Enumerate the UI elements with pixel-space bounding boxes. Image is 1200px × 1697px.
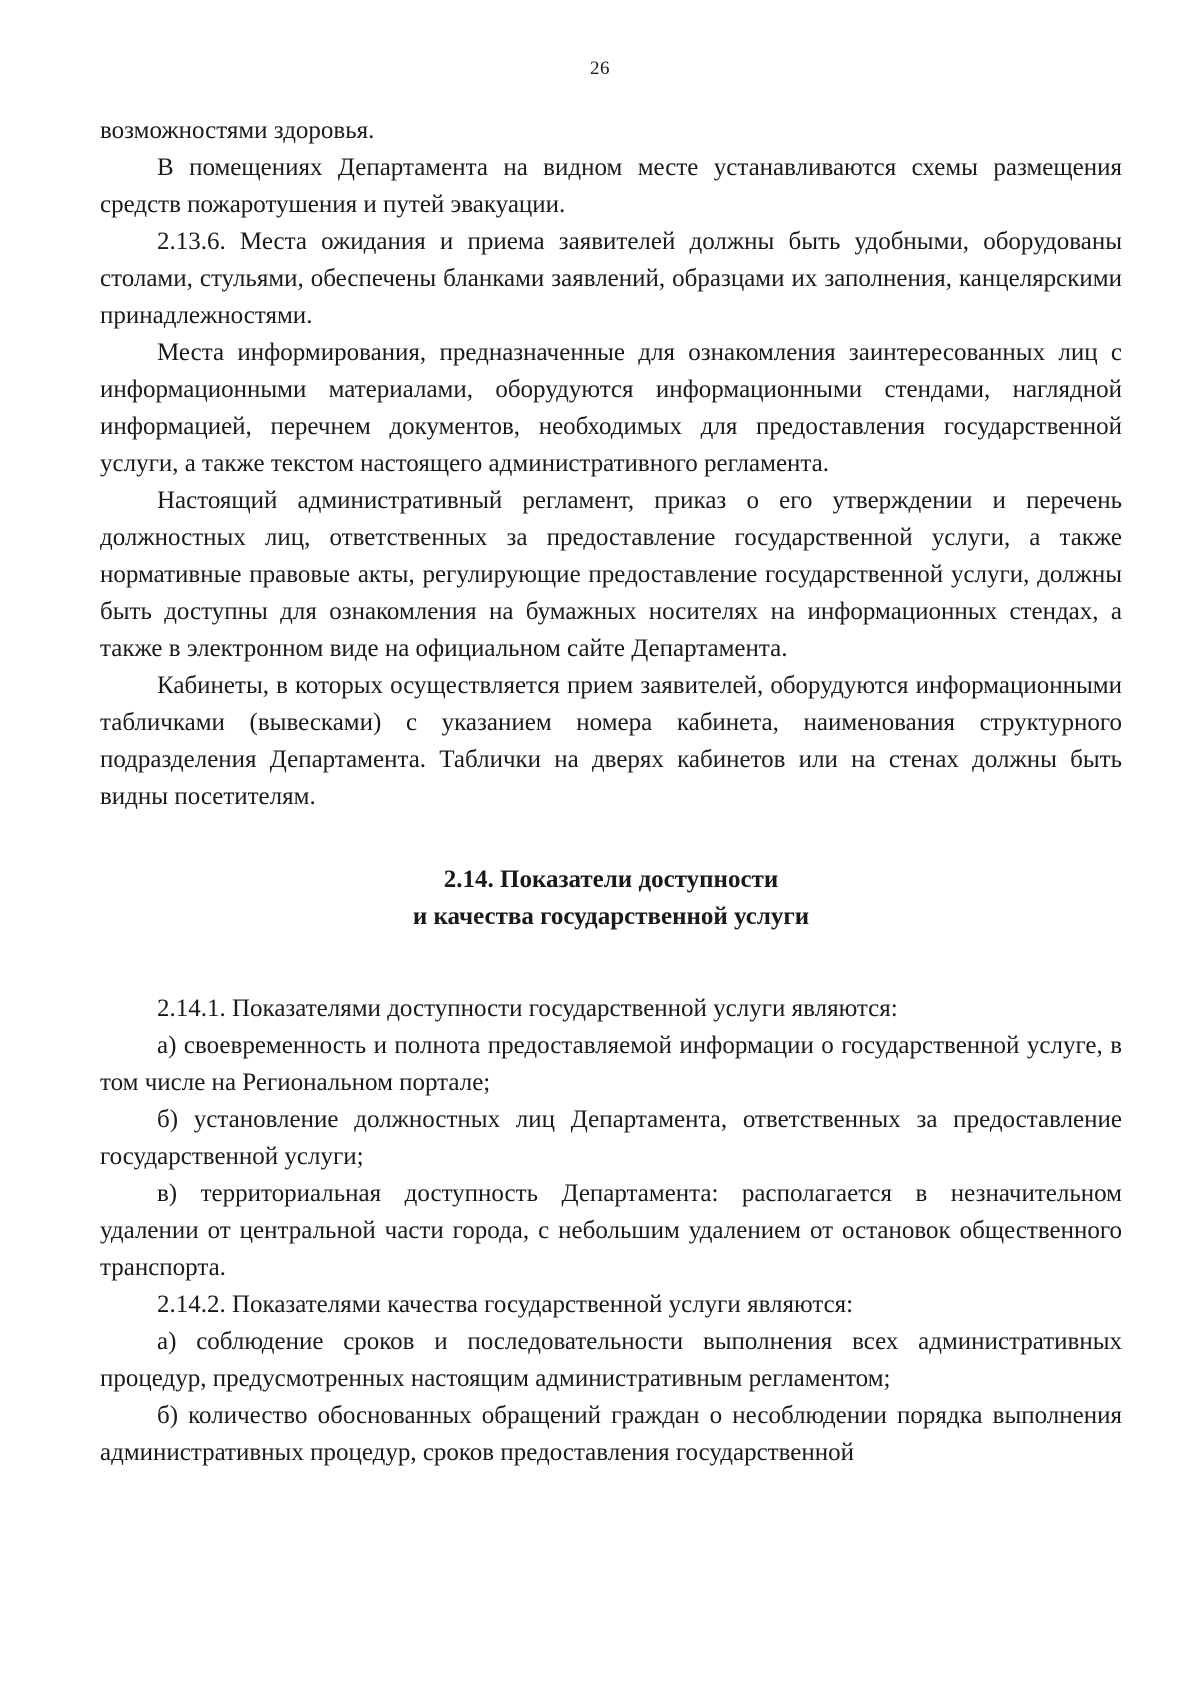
paragraph: Настоящий административный регламент, приказ о его утверждении и перечень должностных лиц, ответственных за предоставление государственной услуги, а также нормативные правовые акты, регулирующие предоставление государственной услуги, должны быть доступны для ознакомления на бумажных носителях на информационных стендах, а также в электронном виде на официальном сайте Департамента. [100, 487, 1122, 662]
section-heading-line: и качества государственной услуги [412, 903, 810, 930]
page-number: 26 [590, 58, 610, 79]
paragraph: 2.14.2. Показателями качества государственной услуги являются: [157, 1291, 854, 1318]
section-heading-line: 2.14. Показатели доступности [443, 866, 779, 893]
document-body [100, 112, 1122, 1471]
paragraph: В помещениях Департамента на видном месте устанавливаются схемы размещения средств пожаротушения и путей эвакуации. [100, 154, 1122, 218]
list-item: а) соблюдение сроков и последовательности выполнения всех административных процедур, предусмотренных настоящим административным регламентом; [100, 1328, 1122, 1392]
paragraph: 2.13.6. Места ожидания и приема заявителей должны быть удобными, оборудованы столами, стульями, обеспечены бланками заявлений, образцами их заполнения, канцелярскими принадлежностями. [100, 228, 1122, 329]
list-item: б) количество обоснованных обращений граждан о несоблюдении порядка выполнения административных процедур, сроков предоставления государственной [100, 1402, 1122, 1466]
paragraph: Места информирования, предназначенные для ознакомления заинтересованных лиц с информационными материалами, оборудуются информационными стендами, наглядной информацией, перечнем документов, необходимых для предоставления государственной услуги, а также текстом настоящего административного регламента. [100, 339, 1122, 477]
list-item: б) установление должностных лиц Департамента, ответственных за предоставление государственной услуги; [100, 1106, 1122, 1170]
list-item: в) территориальная доступность Департамента: располагается в незначительном удалении от центральной части города, с небольшим удалением от остановок общественного транспорта. [100, 1180, 1122, 1281]
paragraph: Кабинеты, в которых осуществляется прием заявителей, оборудуются информационными табличками (вывесками) с указанием номера кабинета, наименования структурного подразделения Департамента. Таблички на дверях кабинетов или на стенах должны быть видны посетителям. [100, 672, 1122, 810]
paragraph: возможностями здоровья. [100, 117, 375, 144]
section-heading [100, 861, 1122, 935]
paragraph: 2.14.1. Показателями доступности государственной услуги являются: [157, 995, 898, 1022]
list-item: а) своевременность и полнота предоставляемой информации о государственной услуге, в том числе на Региональном портале; [100, 1032, 1122, 1096]
